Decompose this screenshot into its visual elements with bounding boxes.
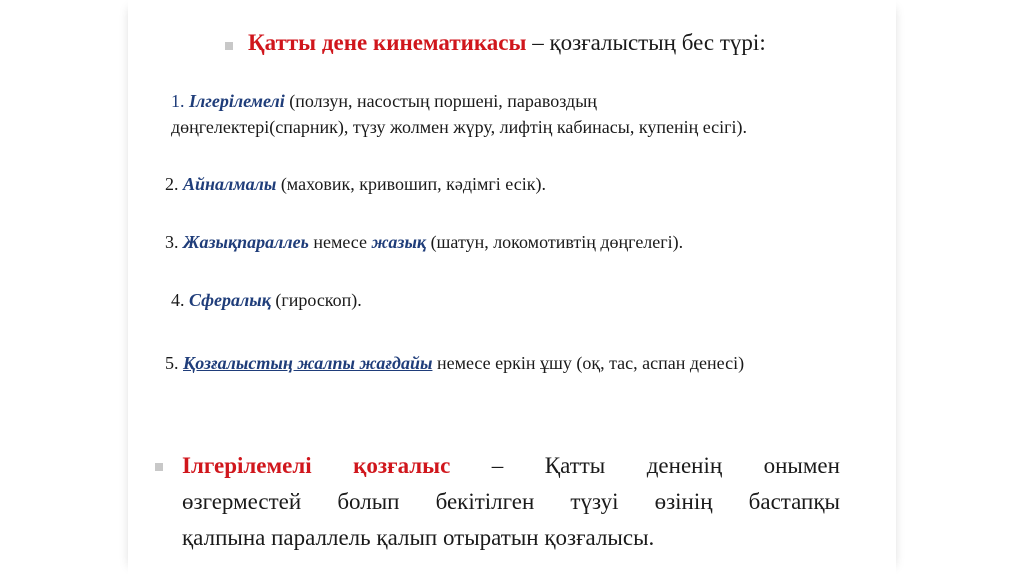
item-term: Айналмалы	[183, 174, 277, 194]
definition-word: бастапқы	[748, 489, 840, 514]
definition-term-word: қозғалыс	[353, 453, 451, 478]
heading-bullet-icon	[225, 42, 233, 50]
list-item-1	[171, 88, 747, 140]
heading-term: Қатты дене кинематикасы	[248, 30, 527, 55]
item-number: 4.	[171, 290, 185, 310]
definition-word: онымен	[763, 453, 840, 478]
definition-word: өзгерместей	[182, 489, 302, 514]
item-description-line2: дөңгелектері(спарник), түзу жолмен жүру, лифтің кабинасы, купенің есігі).	[171, 117, 748, 137]
heading-rest: – қозғалыстың бес түрі:	[526, 30, 766, 55]
item-term-2: жазық	[371, 232, 427, 252]
definition-bullet-icon	[155, 463, 163, 471]
item-description: (маховик, кривошип, кәдімгі есік).	[276, 174, 546, 194]
definition-word: бекітілген	[435, 489, 535, 514]
list-item-5	[165, 350, 744, 376]
item-number: 2.	[165, 174, 179, 194]
definition-paragraph	[182, 448, 840, 556]
item-description: (ползун, насостың поршені, паравоздың	[284, 91, 597, 111]
definition-line-2	[182, 484, 840, 520]
definition-line-1	[182, 448, 840, 484]
definition-word: өзінің	[654, 489, 713, 514]
list-item-4	[171, 287, 362, 313]
item-term: Қозғалыстың жалпы жағдайы	[183, 353, 433, 373]
definition-word: түзуі	[570, 489, 619, 514]
definition-word: болып	[337, 489, 400, 514]
definition-word: Қатты	[544, 453, 606, 478]
item-term: Сфералық	[189, 290, 271, 310]
definition-term-word: Ілгерілемелі	[182, 453, 312, 478]
slide-heading	[248, 30, 766, 56]
item-term: Жазықпараллеь	[183, 232, 309, 252]
item-term: Ілгерілемелі	[189, 91, 285, 111]
item-connector: немесе	[308, 232, 372, 252]
list-item-3	[165, 229, 683, 255]
list-item-2	[165, 171, 546, 197]
item-number: 5.	[165, 353, 179, 373]
item-description: немесе еркін ұшу (оқ, тас, аспан денесі)	[432, 353, 745, 373]
definition-line-3: қалпына параллель қалып отыратын қозғалысы.	[182, 525, 655, 550]
item-description: (гироскоп).	[270, 290, 362, 310]
item-number: 3.	[165, 232, 179, 252]
item-description: (шатун, локомотивтің дөңгелегі).	[426, 232, 684, 252]
definition-word: дененің	[646, 453, 723, 478]
definition-word: –	[491, 453, 504, 478]
item-number: 1.	[171, 91, 185, 111]
